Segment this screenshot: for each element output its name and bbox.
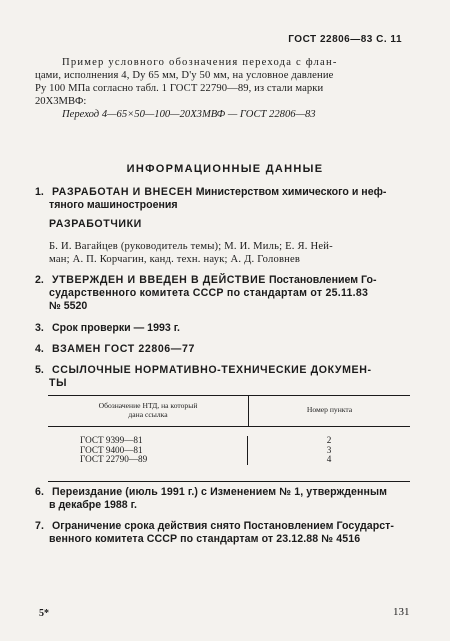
example-line-1: Пример условного обозначения перехода с флан-	[62, 57, 338, 68]
footer-signature-mark: 5*	[39, 608, 49, 619]
table-row-1-item: 2	[326, 435, 332, 445]
item1-num: 1.	[35, 186, 44, 198]
item5-line2: ТЫ	[49, 377, 68, 389]
item1-lead: РАЗРАБОТАН И ВНЕСЕН	[51, 186, 193, 198]
item3-lead: Срок проверки	[51, 322, 131, 334]
table-row-2-item: 3	[326, 444, 332, 455]
item2-text1: Постановлением Го-	[268, 274, 377, 286]
item5-lead1: ССЫЛОЧНЫЕ НОРМАТИВНО-ТЕХНИЧЕСКИЕ ДОКУМЕН-	[51, 364, 372, 376]
item2-line2: сударственного комитета СССР по стандартам от 25.11.83	[49, 287, 369, 299]
table-row-3-item: 4	[326, 454, 332, 465]
item1-line1	[35, 186, 386, 199]
item3-text: — 1993 г.	[133, 322, 180, 334]
item4-line	[35, 343, 195, 356]
reference-table-item-column	[248, 436, 410, 465]
info-title: ИНФОРМАЦИОННЫЕ ДАННЫЕ	[126, 163, 324, 175]
example-designation: Переход 4—65×50—100—20Х3МВФ — ГОСТ 22806—83	[62, 109, 316, 120]
item7-text1: Ограничение срока действия снято Постановлением Государст-	[52, 520, 394, 532]
example-line-3: Py 100 МПа согласно табл. 1 ГОСТ 22790—89, из стали марки	[35, 83, 324, 94]
developers-line-2: ман; А. П. Корчагин, канд. техн. наук; А. Д. Головнев	[49, 254, 301, 265]
item1-text1: Министерством химического и неф-	[195, 186, 387, 198]
reference-table-header	[48, 395, 410, 427]
col1-header-line2: дана ссылка	[128, 410, 168, 419]
item7-line1	[35, 520, 394, 533]
item3-line	[35, 322, 180, 335]
developers-line-1: Б. И. Вагайцев (руководитель темы); М. И. Миль; Е. Я. Ней-	[49, 241, 333, 252]
item1-line2: тяного машиностроения	[49, 199, 178, 211]
page-header: ГОСТ 22806—83 С. 11	[288, 34, 402, 45]
reference-table-body	[48, 427, 410, 482]
item3-num: 3.	[35, 322, 44, 334]
item2-line1	[35, 274, 377, 287]
item2-line3: № 5520	[49, 300, 88, 312]
page-number: 131	[393, 606, 410, 618]
table-row-3-doc: ГОСТ 22790—89	[80, 454, 148, 465]
table-row-2-doc: ГОСТ 9400—81	[80, 444, 143, 455]
item7-num: 7.	[35, 520, 44, 532]
col1-header-line1: Обозначение НТД, на который	[98, 401, 198, 410]
item2-num: 2.	[35, 274, 44, 286]
item5-num: 5.	[35, 364, 44, 376]
example-line-2: цами, исполнения 4, Dy 65 мм, D'y 50 мм, на условное давление	[35, 70, 334, 81]
item6-line2: в декабре 1988 г.	[49, 499, 137, 511]
item5-line1	[35, 364, 372, 377]
item6-text1: Переиздание (июль 1991 г.) с Изменением № 1, утвержденным	[52, 486, 388, 498]
item6-line1	[35, 486, 387, 499]
item6-num: 6.	[35, 486, 45, 498]
example-line-4: 20Х3МВФ:	[35, 96, 87, 107]
item7-line2: венного комитета СССР по стандартам от 23.12.88 № 4516	[49, 533, 361, 545]
table-row-1-doc: ГОСТ 9399—81	[80, 435, 143, 445]
reference-table	[48, 395, 410, 482]
reference-table-doc-column	[48, 436, 248, 465]
reference-table-col2-header: Номер пункта	[306, 405, 353, 414]
item2-lead: УТВЕРЖДЕН И ВВЕДЕН В ДЕЙСТВИЕ	[51, 274, 266, 286]
reference-table-col1-header	[48, 396, 249, 426]
item4-num: 4.	[35, 343, 44, 355]
item4-lead: ВЗАМЕН ГОСТ 22806—77	[51, 343, 195, 355]
developers-title: РАЗРАБОТЧИКИ	[49, 218, 142, 230]
